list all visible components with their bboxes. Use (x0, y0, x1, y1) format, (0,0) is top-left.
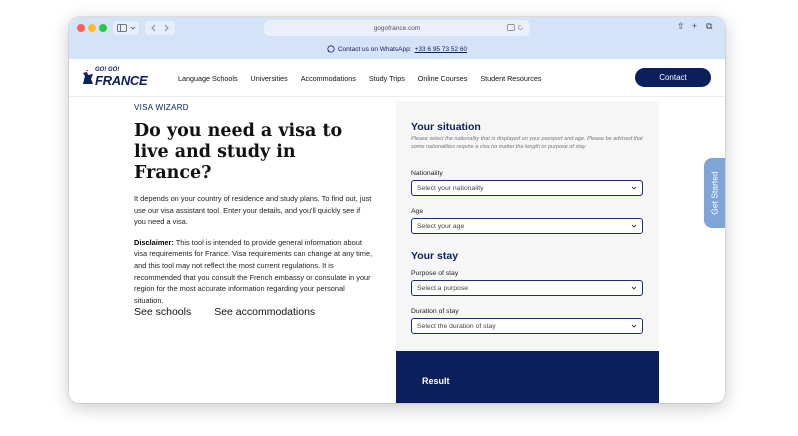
reload-icon[interactable] (517, 24, 524, 31)
result-panel (396, 351, 659, 403)
nationality-placeholder: Select your nationality (417, 184, 484, 192)
intro-description: It depends on your country of residence and study plans. To find out, just use our visa assistant tool. Enter your details, and you'll quickly see if you need a visa. (134, 194, 372, 227)
purpose-label: Purpose of stay (411, 270, 459, 277)
nav-accommodations[interactable]: Accommodations (300, 73, 356, 83)
logo-top-text: GO! GO! (95, 67, 120, 73)
purpose-select[interactable] (411, 280, 643, 296)
site-logo[interactable] (81, 67, 159, 89)
disclaimer (134, 237, 374, 307)
forward-icon[interactable] (163, 24, 170, 32)
translate-reload-icons[interactable] (507, 24, 524, 33)
whatsapp-phone-link[interactable]: +33 6 95 73 52 60 (414, 45, 468, 53)
sidebar-toggle-button[interactable] (113, 21, 139, 35)
address-bar[interactable] (264, 20, 530, 36)
age-label: Age (411, 208, 424, 215)
nav-online-courses[interactable]: Online Courses (417, 73, 468, 83)
new-tab-icon[interactable]: + (692, 21, 698, 31)
rooster-logo-icon (81, 70, 95, 86)
main-navbar (69, 59, 725, 97)
tab-overview-icon[interactable]: ⧉ (706, 21, 713, 31)
visa-form-panel (396, 101, 659, 351)
share-icon[interactable]: ⇧ (677, 21, 685, 31)
get-started-tab[interactable] (704, 158, 725, 228)
get-started-label: Get Started (709, 171, 720, 215)
browser-window (69, 17, 725, 403)
translate-icon[interactable] (507, 24, 515, 31)
nav-study-trips[interactable]: Study Trips (368, 73, 405, 83)
nationality-select[interactable] (411, 180, 643, 196)
eyebrow-label: VISA WIZARD (134, 103, 189, 112)
chevron-down-icon (631, 223, 637, 229)
duration-placeholder: Select the duration of stay (417, 322, 496, 330)
duration-label: Duration of stay (411, 308, 459, 315)
minimize-window-button[interactable] (88, 24, 96, 32)
situation-hint: Please select the nationality that is displayed on your passport and age. Please be advised that some nationalities require a visa no matter the length or purpose of stay (411, 136, 643, 150)
intro-section (134, 103, 374, 306)
chevron-down-icon (631, 323, 637, 329)
age-placeholder: Select your age (417, 222, 465, 230)
contact-button[interactable]: Contact (635, 68, 711, 87)
stay-heading: Your stay (411, 250, 459, 262)
chevron-down-icon (130, 25, 136, 31)
see-accommodations-link[interactable]: See accommodations (214, 306, 316, 318)
sidebar-icon (117, 24, 127, 32)
nav-language-schools[interactable]: Language Schools (178, 73, 238, 83)
nationality-label: Nationality (411, 170, 443, 177)
purpose-placeholder: Select a purpose (417, 284, 469, 292)
nav-links (178, 59, 541, 97)
back-icon[interactable] (150, 24, 157, 32)
whatsapp-text: Contact us on WhatsApp: (337, 45, 412, 53)
situation-heading: Your situation (411, 121, 481, 133)
zoom-window-button[interactable] (99, 24, 107, 32)
age-select[interactable] (411, 218, 643, 234)
chevron-down-icon (631, 185, 637, 191)
disclaimer-label: Disclaimer: (134, 237, 174, 247)
page-title: Do you need a visa to live and study in France? (134, 121, 343, 183)
nav-student-resources[interactable]: Student Resources (480, 73, 542, 83)
logo-main-text: FRANCE (95, 73, 148, 88)
nav-universities[interactable]: Universities (250, 73, 288, 83)
chevron-down-icon (631, 285, 637, 291)
whatsapp-bar (69, 39, 725, 59)
result-heading: Result (422, 376, 450, 386)
quick-links (134, 306, 315, 318)
duration-select[interactable] (411, 318, 643, 334)
see-schools-link[interactable]: See schools (134, 306, 192, 318)
close-window-button[interactable] (77, 24, 85, 32)
address-text: gogofrance.com (373, 24, 421, 32)
whatsapp-icon (327, 45, 335, 53)
disclaimer-text: This tool is intended to provide general information about visa requirements for France. Visa requirements can change at any time, and this tool may not reflect the most current regulations. It is recommended that you consult the French embassy or consulate in your region for the most accurate information regarding your personal situation. (134, 237, 373, 305)
history-nav (145, 21, 175, 35)
browser-titlebar (69, 17, 725, 39)
